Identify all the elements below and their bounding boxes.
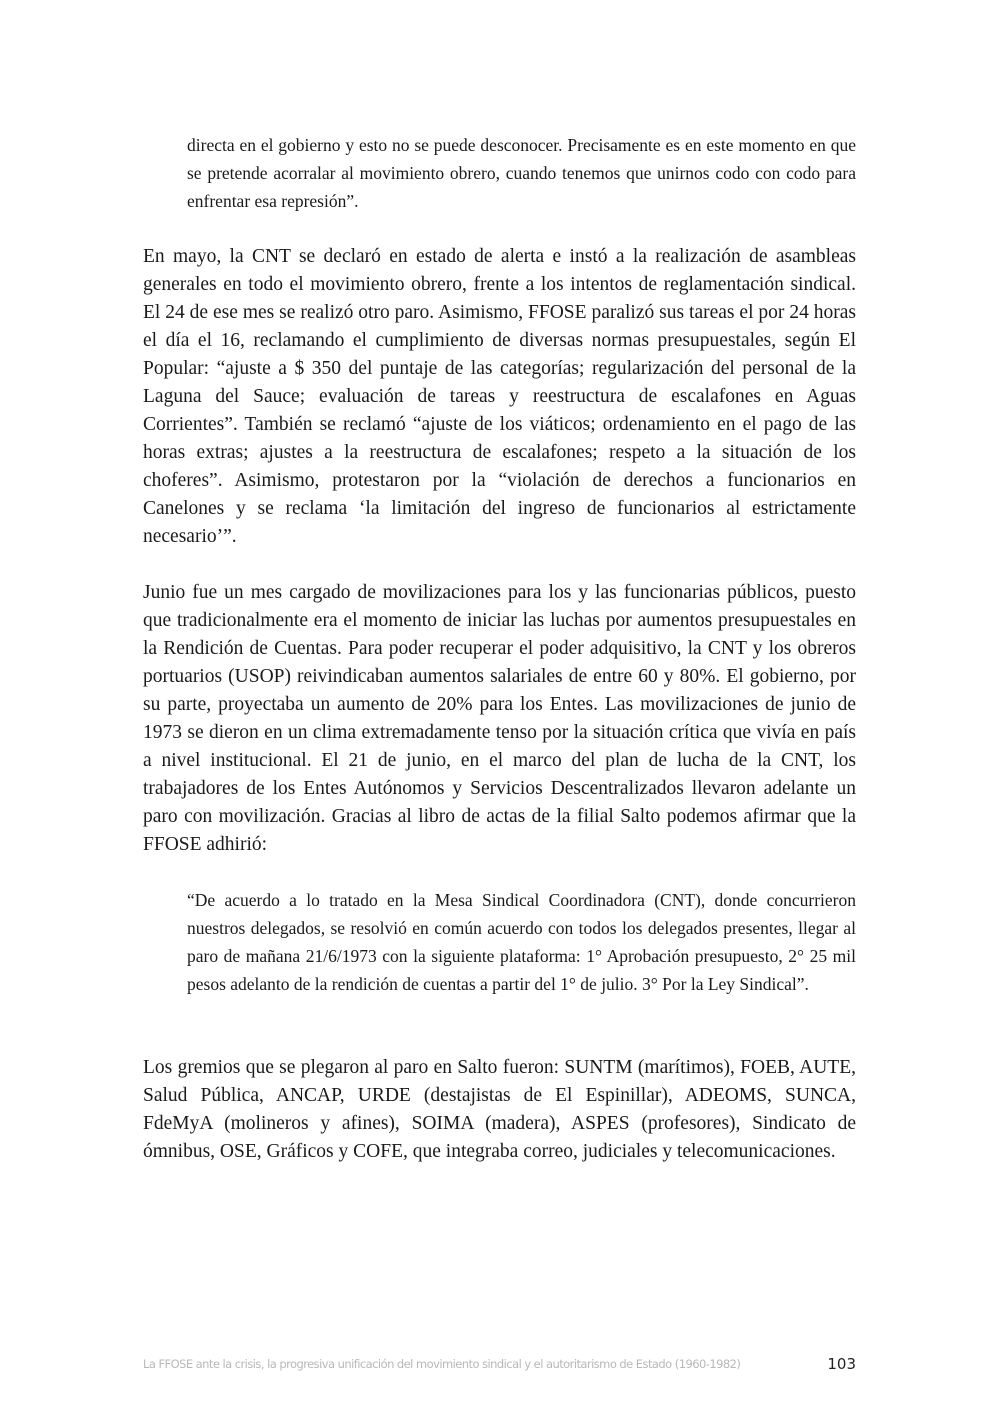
paragraph-june-mobilizations: Junio fue un mes cargado de movilizaciones para los y las funcionarias públicos, puesto que tradicionalmente era el momento de iniciar las luchas por aumentos presupuestales en la Rendición de Cuentas. Para poder recuperar el poder adquisitivo, la CNT y los obreros portuarios (USOP) reivindicaban aumentos salariales de entre 60 y 80%. El gobierno, por su parte, proyectaba un aumento de 20% para los Entes. Las movilizaciones de junio de 1973 se dieron en un clima extremadamente tenso por la situación crítica que vivía en país a nivel institucional. El 21 de junio, en el marco del plan de lucha de la CNT, los trabajadores de los Entes Autónomos y Servicios Descentralizados llevaron adelante un paro con movilización. Gracias al libro de actas de la filial Salto podemos afirmar que la FFOSE adhirió: — [143, 582, 856, 855]
block-quote-continued: directa en el gobierno y esto no se puede desconocer. Precisamente es en este momento en que se pretende acorralar al movimiento obrero, cuando tenemos que unirnos codo con codo para enfrentar esa represión”. — [187, 135, 856, 211]
paragraph-unions-list: Los gremios que se plegaron al paro en Salto fueron: SUNTM (marítimos), FOEB, AUTE, Salud Pública, ANCAP, URDE (destajistas de El Espinillar), ADEOMS, SUNCA, FdeMyA (molineros y afines), SOIMA (madera), ASPES (profesores), Sindicato de ómnibus, OSE, Gráficos y COFE, que integraba correo, judiciales y telecomunicaciones. — [143, 1057, 856, 1162]
running-title: La FFOSE ante la crisis, la progresiva unificación del movimiento sindical y el autoritarismo de Estado (1960-1982) — [143, 1357, 741, 1371]
page-number: 103 — [827, 1355, 856, 1373]
block-quote-minutes: “De acuerdo a lo tratado en la Mesa Sindical Coordinadora (CNT), donde concurrieron nuestros delegados, se resolvió en común acuerdo con todos los delegados presentes, llegar al paro de mañana 21/6/1973 con la siguiente plataforma: 1° Aprobación presupuesto, 2° 25 mil pesos adelanto de la rendición de cuentas a partir del 1° de julio. 3° Por la Ley Sindical”. — [187, 890, 856, 994]
page-footer — [143, 1355, 856, 1375]
paragraph-may-strike: En mayo, la CNT se declaró en estado de alerta e instó a la realización de asambleas generales en todo el movimiento obrero, frente a los intentos de reglamentación sindical. El 24 de ese mes se realizó otro paro. Asimismo, FFOSE paralizó sus tareas el por 24 horas el día el 16, reclamando el cumplimiento de diversas normas presupuestales, según El Popular: “ajuste a $ 350 del puntaje de las categorías; regularización del personal de la Laguna del Sauce; evaluación de tareas y reestructura de escalafones en Aguas Corrientes”. También se reclamó “ajuste de los viáticos; ordenamiento en el pago de las horas extras; ajustes a la reestructura de escalafones; respeto a la situación de los choferes”. Asimismo, protestaron por la “violación de derechos a funcionarios en Canelones y se reclama ‘la limitación del ingreso de funcionarios al estrictamente necesario’”. — [143, 246, 856, 547]
